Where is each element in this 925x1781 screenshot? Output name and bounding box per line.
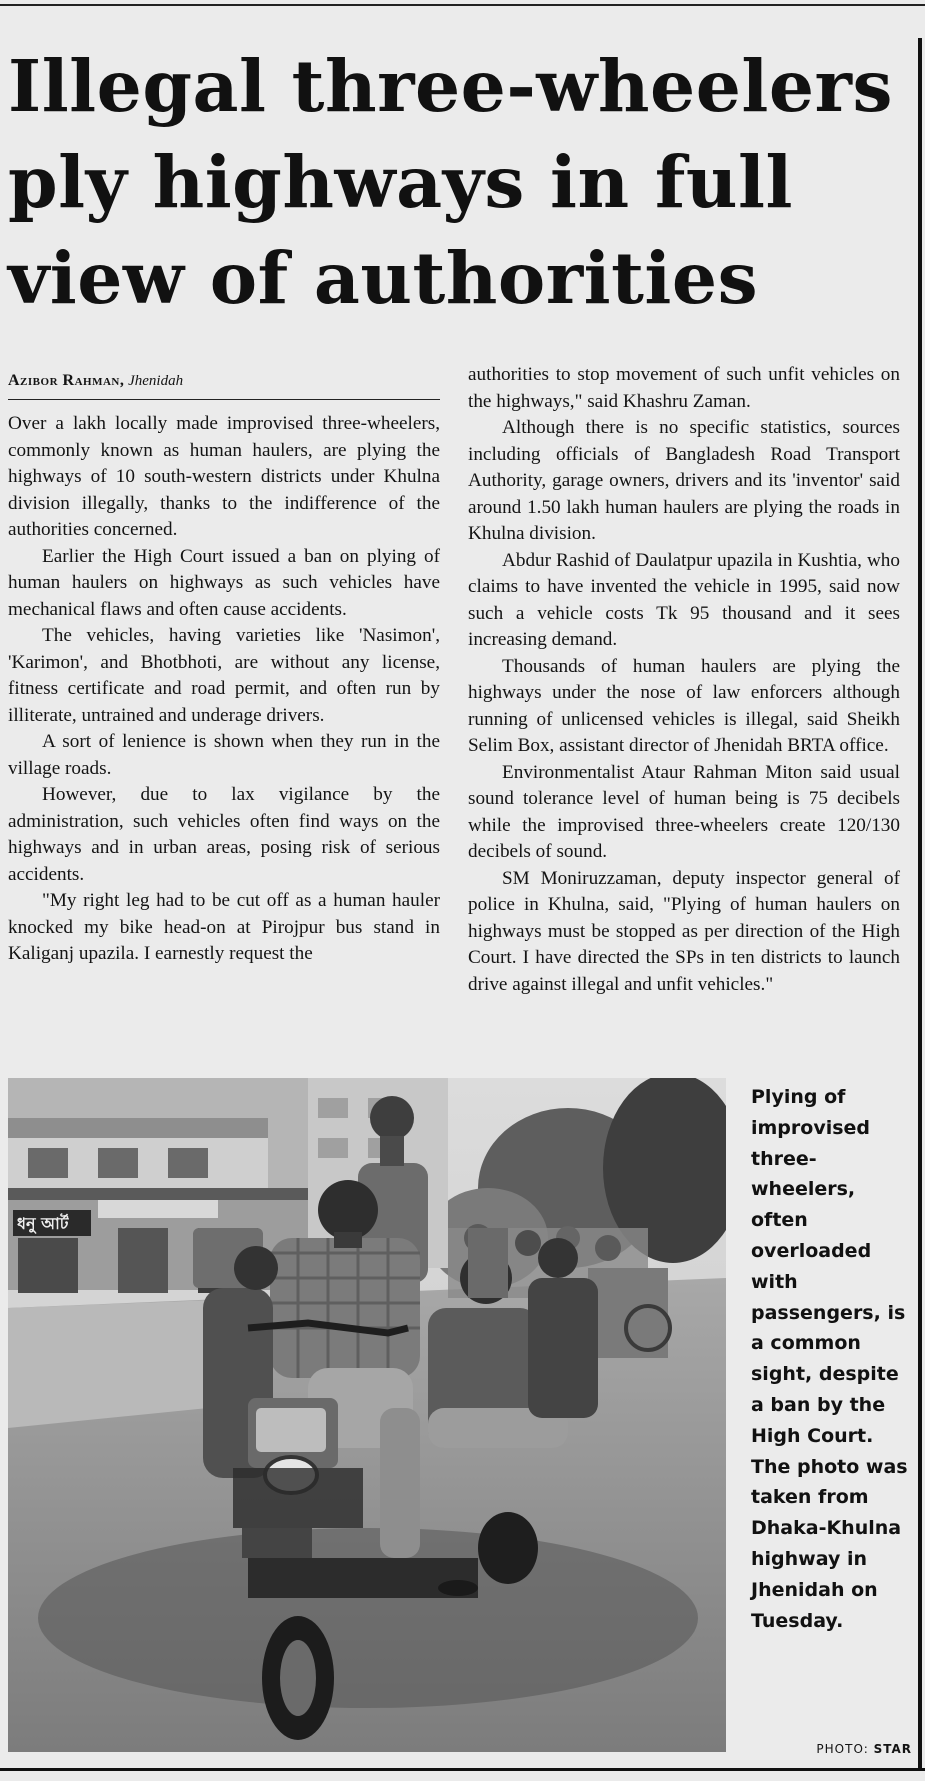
paragraph: However, due to lax vigilance by the administration, such vehicles often find ways on the highways and in urban areas, posing risk of serious accidents. <box>8 784 440 885</box>
photo-caption: Plying of improvised three-wheelers, often overloaded with passengers, is a common sight, despite a ban by the High Court. The photo was taken from Dhaka-Khulna highway in Jhenidah on Tuesday. <box>751 1086 908 1632</box>
paragraph: "My right leg had to be cut off as a human hauler knocked my bike head-on at Pirojpur bus stand in Kaliganj upazila. I earnestly request the <box>8 890 440 964</box>
paragraph: Although there is no specific statistics, sources including officials of Bangladesh Road Transport Authority, garage owners, drivers and its 'inventor' said around 1.50 lakh human haulers are plying the roads in Khulna division. <box>468 417 900 544</box>
headline: Illegal three-wheelers ply highways in full view of authorities <box>8 44 893 320</box>
paragraph: Environmentalist Ataur Rahman Miton said usual sound tolerance level of human being is 75 decibels while the improvised three-wheelers create 120/130 decibels of sound. <box>468 761 900 862</box>
photo-credit-source: STAR <box>873 1742 912 1756</box>
photo-credit <box>786 1742 912 1756</box>
shop-sign-text: ধনু আর্ট <box>17 1214 69 1233</box>
paragraph: Over a lakh locally made improvised three-wheelers, commonly known as human haulers, are plying the highways of 10 south-western districts under Khulna division illegally, thanks to the indifference of the authorities concerned. <box>8 413 440 540</box>
top-rule <box>0 4 925 6</box>
byline <box>8 372 440 390</box>
article-column-1 <box>8 411 440 968</box>
news-photo <box>8 1078 726 1752</box>
byline-rule <box>8 399 440 400</box>
photo-credit-label: PHOTO: <box>816 1742 869 1756</box>
byline-place: Jhenidah <box>128 373 184 389</box>
paragraph: Thousands of human haulers are plying the highways under the nose of law enforcers although running of unlicensed vehicles is illegal, said Sheikh Selim Box, assistant director of Jhenidah BRTA office. <box>468 655 900 756</box>
article-column-2 <box>468 362 900 998</box>
paragraph: authorities to stop movement of such unfit vehicles on the highways," said Khashru Zaman. <box>468 364 900 412</box>
right-column-rule <box>918 38 922 1768</box>
paragraph: Earlier the High Court issued a ban on plying of human haulers on highways as such vehicles have mechanical flaws and often cause accidents. <box>8 545 440 620</box>
byline-author: Azibor Rahman, <box>8 372 125 389</box>
paragraph: Abdur Rashid of Daulatpur upazila in Kushtia, who claims to have invented the vehicle in 1995, said now such a vehicle costs Tk 95 thousand and it sees increasing demand. <box>468 549 900 650</box>
paragraph: A sort of lenience is shown when they run in the village roads. <box>8 731 440 779</box>
bottom-rule <box>0 1768 925 1771</box>
photo-illustration <box>8 1078 726 1752</box>
paragraph: SM Moniruzzaman, deputy inspector general of police in Khulna, said, "Plying of human haulers on highways must be stopped as per direction of the High Court. I have directed the SPs in ten districts to launch drive against illegal and unfit vehicles." <box>468 867 900 995</box>
paragraph: The vehicles, having varieties like 'Nasimon', 'Karimon', and Bhotbhoti, are without any license, fitness certificate and road permit, and often run by illiterate, untrained and underage drivers. <box>8 625 440 726</box>
